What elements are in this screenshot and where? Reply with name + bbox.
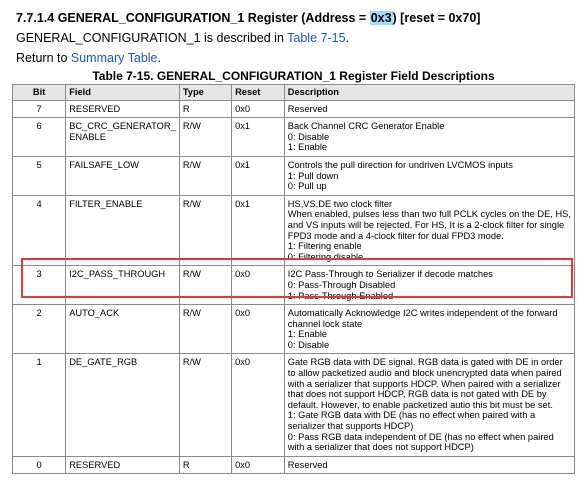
register-field-table [12, 84, 575, 474]
field-cell [66, 118, 180, 157]
field-line: AUTO_ACK [69, 308, 120, 319]
type-cell: R/W [179, 118, 231, 157]
description-line: Automatically Acknowledge I2C writes independent of the forward [287, 308, 558, 319]
description-line: 0: Disable [287, 339, 330, 350]
description-line: with a serializer that does not support HDCP) [287, 442, 474, 453]
description-line: serializer that supports HDCP) [287, 421, 414, 432]
type-cell: R/W [179, 266, 231, 305]
section-heading [16, 11, 480, 25]
description-line: 1: Enable [287, 329, 328, 340]
table-7-15-link[interactable]: Table 7-15 [287, 31, 346, 45]
bit-cell: 3 [13, 266, 66, 305]
column-header-reset: Reset [232, 85, 285, 101]
intro-text [16, 31, 349, 45]
column-header-bit: Bit [13, 85, 66, 101]
description-line: 0: Disable [287, 131, 330, 142]
type-cell: R/W [179, 354, 231, 456]
type-cell: R [179, 100, 231, 118]
reset-cell: 0x1 [232, 156, 285, 195]
description-line: HS,VS,DE two clock filter [287, 198, 393, 209]
field-line: FAILSAFE_LOW [69, 159, 139, 170]
bit-cell: 1 [13, 354, 66, 456]
intro-prefix: GENERAL_CONFIGURATION_1 is described in [16, 31, 288, 45]
type-cell: R/W [179, 305, 231, 354]
field-cell [66, 266, 180, 305]
description-cell [284, 456, 574, 474]
table-row [13, 195, 575, 266]
description-line: 0: Filtering disable [287, 251, 364, 262]
description-line: 1: Pass-Through Enabled [287, 290, 394, 301]
description-line: 0: Pass RGB data independent of DE (has no effect when paired [287, 431, 554, 442]
field-line: ENABLE [69, 131, 106, 142]
reset-cell: 0x1 [232, 195, 285, 266]
reset-cell: 0x0 [232, 305, 285, 354]
description-line: Reserved [287, 103, 328, 114]
table-header-row [13, 85, 575, 101]
field-cell [66, 100, 180, 118]
description-line: channel lock state [287, 318, 363, 329]
description-line: to allow packetized audio and block unencrypted data when paired [287, 368, 562, 379]
return-prefix: Return to [16, 51, 71, 65]
field-cell [66, 195, 180, 266]
description-line: that does not support HDCP, RGB data is not gated with DE by [287, 389, 547, 400]
column-header-description: Description [284, 85, 574, 101]
table-caption: Table 7-15. GENERAL_CONFIGURATION_1 Register Field Descriptions [92, 69, 495, 83]
heading-suffix: ) [reset = 0x70] [392, 11, 481, 25]
description-line: and VS inputs will be rejected. For HS, It is a 2-clock filter for single [287, 219, 565, 230]
field-line: RESERVED [69, 459, 121, 470]
field-cell [66, 156, 180, 195]
bit-cell: 2 [13, 305, 66, 354]
description-line: with a serializer that supports HDCP. When paired with a serializer [287, 378, 561, 389]
bit-cell: 7 [13, 100, 66, 118]
field-line: RESERVED [69, 103, 121, 114]
description-cell [284, 195, 574, 266]
intro-suffix: . [345, 31, 350, 45]
description-line: 0: Pass-Through Disabled [287, 279, 396, 290]
description-cell [284, 100, 574, 118]
table-row [13, 305, 575, 354]
field-line: I2C_PASS_THROUGH [69, 269, 166, 280]
table-row [13, 156, 575, 195]
table-row [13, 456, 575, 474]
type-cell: R/W [179, 195, 231, 266]
table-row [13, 100, 575, 118]
description-line: I2C Pass-Through to Serializer if decode matches [287, 269, 493, 280]
table-row [13, 266, 575, 305]
bit-cell: 6 [13, 118, 66, 157]
field-line: BC_CRC_GENERATOR_ [69, 121, 176, 132]
field-cell [66, 305, 180, 354]
summary-table-link[interactable]: Summary Table [70, 51, 158, 65]
heading-prefix: 7.7.1.4 GENERAL_CONFIGURATION_1 Register (Address = [16, 11, 370, 25]
reset-cell: 0x0 [232, 354, 285, 456]
description-cell [284, 354, 574, 456]
description-line: Back Channel CRC Generator Enable [287, 121, 445, 132]
field-line: FILTER_ENABLE [69, 198, 143, 209]
description-line: Controls the pull direction for undriven LVCMOS inputs [287, 159, 513, 170]
description-line: default. However, to enable packetized autio this bit must be set. [287, 399, 553, 410]
field-cell [66, 456, 180, 474]
bit-cell: 0 [13, 456, 66, 474]
description-line: Gate RGB data with DE signal. RGB data is gated with DE in order [287, 357, 563, 368]
return-text [16, 51, 161, 65]
table-row [13, 118, 575, 157]
description-cell [284, 305, 574, 354]
description-line: When enabled, pulses less than two full PCLK cycles on the DE, HS, [287, 209, 571, 220]
table-row [13, 354, 575, 456]
type-cell: R [179, 456, 231, 474]
description-cell [284, 156, 574, 195]
reset-cell: 0x0 [232, 100, 285, 118]
reset-cell: 0x0 [232, 266, 285, 305]
field-cell [66, 354, 180, 456]
address-highlight: 0x3 [370, 11, 392, 25]
reset-cell: 0x0 [232, 456, 285, 474]
description-cell [284, 118, 574, 157]
description-line: Reserved [287, 459, 328, 470]
description-line: 1: Pull down [287, 170, 339, 181]
field-line: DE_GATE_RGB [69, 357, 138, 368]
description-line: 0: Pull up [287, 181, 327, 192]
return-suffix: . [157, 51, 161, 65]
description-line: FPD3 mode and a 4-clock filter for dual FPD3 mode. [287, 230, 504, 241]
description-line: 1: Gate RGB data with DE (has no effect when paired with a [287, 410, 536, 421]
type-cell: R/W [179, 156, 231, 195]
column-header-type: Type [179, 85, 231, 101]
description-line: 1: Enable [287, 142, 328, 153]
description-cell [284, 266, 574, 305]
bit-cell: 5 [13, 156, 66, 195]
column-header-field: Field [66, 85, 180, 101]
description-line: 1: Filtering enable [287, 241, 362, 252]
reset-cell: 0x1 [232, 118, 285, 157]
bit-cell: 4 [13, 195, 66, 266]
